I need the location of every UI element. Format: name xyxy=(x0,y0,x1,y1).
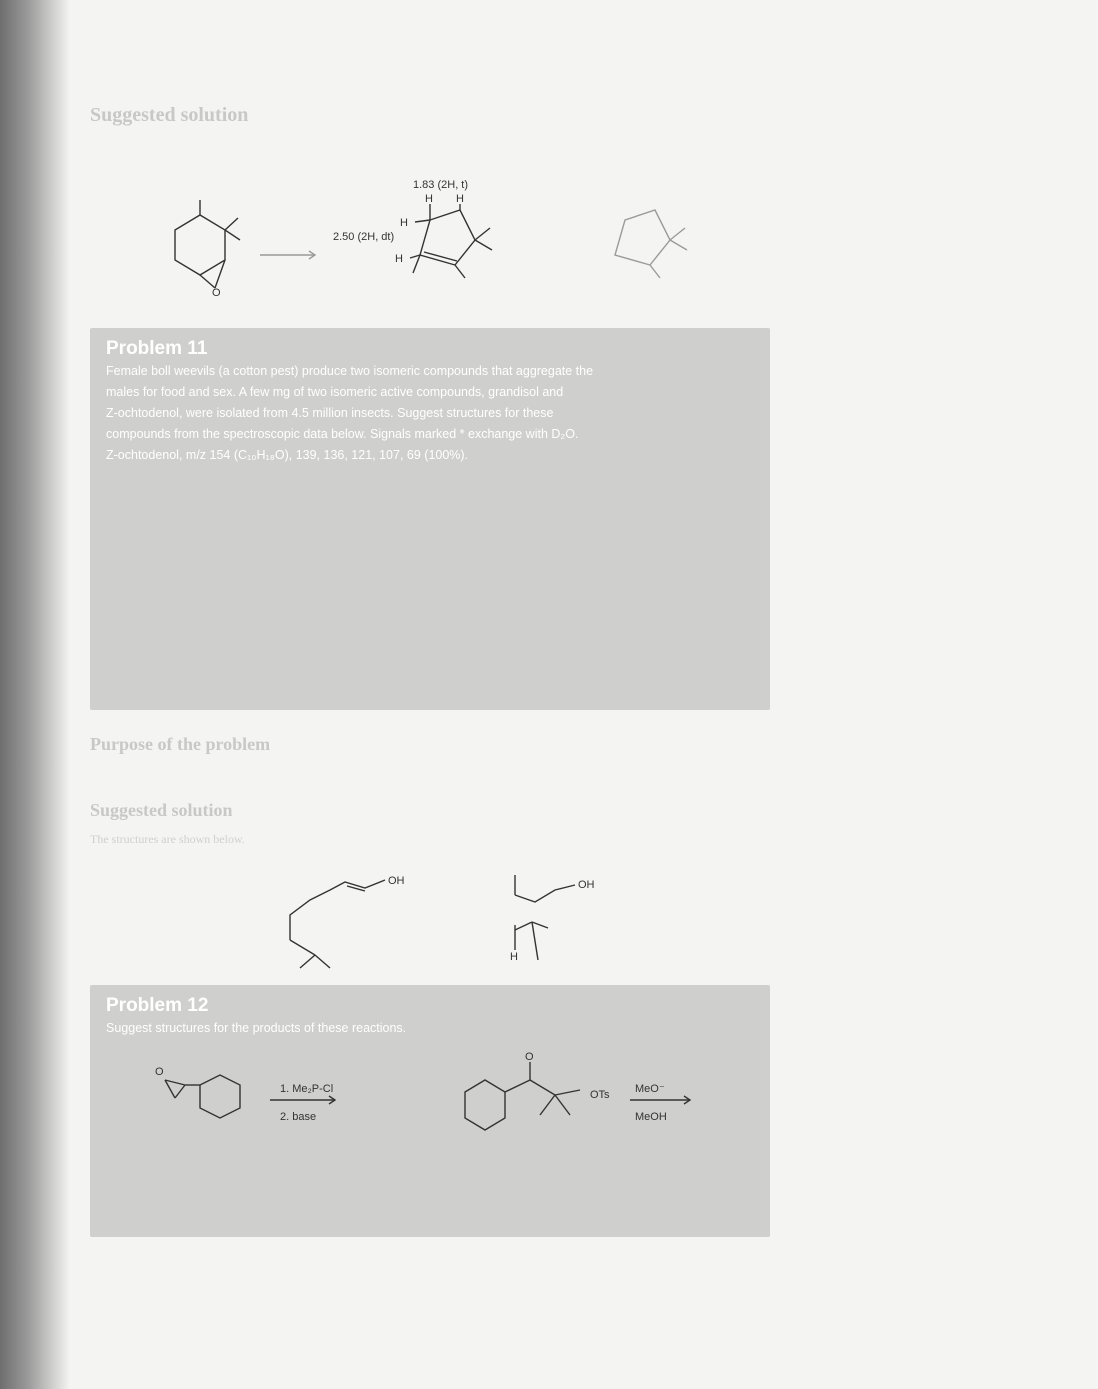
nmr-label-top: 1.83 (2H, t) xyxy=(413,179,469,191)
reaction-arrow-1 xyxy=(270,1083,335,1123)
problem-12-intro: Suggest structures for the products of these reactions. xyxy=(106,1021,407,1035)
grandisol-structure xyxy=(510,875,595,963)
section-heading-top: Suggested solution xyxy=(90,104,249,126)
reagent-4: MeOH xyxy=(635,1111,667,1123)
styrene-oxide-structure xyxy=(155,1066,240,1118)
oh-label-2: OH xyxy=(578,879,595,891)
problem-12-title: Problem 12 xyxy=(106,995,209,1016)
mid-text: The structures are shown below. xyxy=(90,832,245,846)
cyclopentene-structure xyxy=(333,179,492,278)
answer-structures xyxy=(270,860,630,970)
section-heading-mid: Suggested solution xyxy=(90,800,233,820)
book-binding-shadow xyxy=(0,0,70,1389)
reaction-arrow-2 xyxy=(630,1083,690,1123)
problem-11-title: Problem 11 xyxy=(106,338,208,359)
h-label-2: H xyxy=(456,193,464,205)
h-label-3: H xyxy=(400,217,408,229)
oh-label-1: OH xyxy=(388,875,405,887)
problem-11-line-5: Z-ochtodenol, m/z 154 (C₁₀H₁₈O), 139, 136, 121, 107, 69 (100%). xyxy=(106,448,469,462)
problem-11-line-2: males for food and sex. A few mg of two isomeric active compounds, grandisol and xyxy=(106,385,564,399)
h-label-4: H xyxy=(395,253,403,265)
ochtodenol-structure xyxy=(290,875,405,968)
epoxide-o-label: O xyxy=(155,1066,164,1078)
problem-11-line-1: Female boll weevils (a cotton pest) produce two isomeric compounds that aggregate the xyxy=(106,364,594,378)
problem-11-box xyxy=(90,328,770,710)
h-label-1: H xyxy=(425,193,433,205)
ketone-structure xyxy=(465,1051,610,1130)
ots-label: OTs xyxy=(590,1089,610,1101)
problem-12-reactions xyxy=(130,1050,750,1160)
reagent-3: MeO⁻ xyxy=(635,1083,665,1095)
reagent-2: 2. base xyxy=(280,1111,317,1123)
problem-11-line-4: compounds from the spectroscopic data below. Signals marked * exchange with D₂O. xyxy=(106,427,579,441)
nmr-label-left: 2.50 (2H, dt) xyxy=(333,231,395,243)
problem-11-line-3: Z-ochtodenol, were isolated from 4.5 million insects. Suggest structures for these xyxy=(106,406,554,420)
purpose-heading: Purpose of the problem xyxy=(90,734,271,754)
h-label-5: H xyxy=(510,951,518,963)
reagent-1: 1. Me₂P-Cl xyxy=(280,1083,334,1095)
carbon-assignment-structure xyxy=(615,210,687,278)
carbonyl-o-label: O xyxy=(525,1051,534,1063)
reaction-arrow xyxy=(260,251,315,259)
top-structures xyxy=(130,170,750,310)
epoxide-structure xyxy=(175,200,240,299)
epoxide-oxygen-label: O xyxy=(212,287,221,299)
